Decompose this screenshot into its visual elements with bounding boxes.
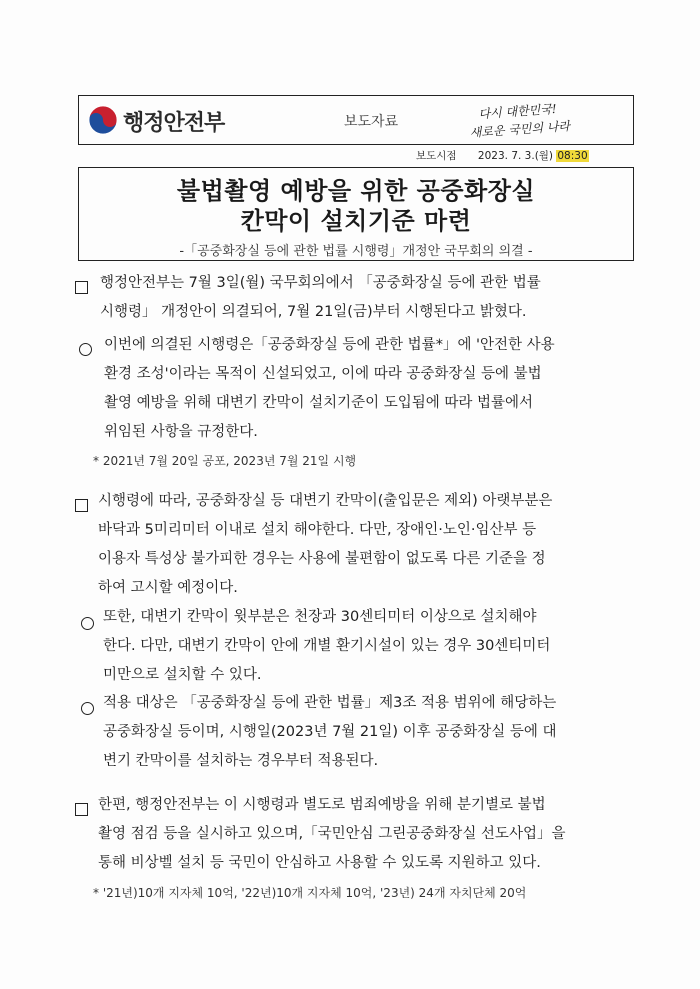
text-line: 시행령에 따라, 공중화장실 등 대변기 칸막이(출입문은 제외) 아랫부분은 bbox=[98, 493, 553, 509]
footnote: * '21년)10개 지자체 10억, '22년)10개 지자체 10억, '23년) 24개 자치단체 20억 bbox=[93, 886, 527, 900]
square-bullet-icon bbox=[75, 803, 88, 816]
release-label: 보도시점 bbox=[416, 150, 457, 162]
text-line: 시행령」 개정안이 의결되어, 7월 21일(금)부터 시행된다고 밝혔다. bbox=[100, 304, 527, 320]
slogan bbox=[469, 95, 630, 141]
title-box bbox=[78, 167, 634, 261]
headline: 불법촬영 예방을 위한 공중화장실 bbox=[176, 177, 536, 205]
document-type: 보도자료 bbox=[344, 114, 399, 130]
text-line: 적용 대상은 「공중화장실 등에 관한 법률」제3조 적용 범위에 해당하는 bbox=[103, 695, 557, 711]
release-hour: 08:30 bbox=[557, 150, 588, 162]
headline: 칸막이 설치기준 마련 bbox=[240, 207, 472, 235]
circle-bullet-icon bbox=[79, 343, 92, 356]
text-line: 공중화장실 등이며, 시행일(2023년 7월 21일) 이후 공중화장실 등에 대 bbox=[103, 724, 557, 740]
text-line: 위임된 사항을 규정한다. bbox=[104, 424, 258, 440]
text-line: 촬영 점검 등을 실시하고 있으며,「국민안심 그린공중화장실 선도사업」을 bbox=[98, 826, 566, 842]
text-line: 환경 조성'이라는 목적이 신설되었고, 이에 따라 공중화장실 등에 불법 bbox=[104, 366, 542, 382]
circle-bullet-icon bbox=[81, 702, 94, 715]
text-line: 바닥과 5미리미터 이내로 설치 해야한다. 다만, 장애인·노인·임산부 등 bbox=[98, 522, 537, 538]
release-time bbox=[416, 148, 589, 163]
text-line: 변기 칸막이를 설치하는 경우부터 적용된다. bbox=[103, 753, 379, 769]
slogan-line: 다시 대한민국! bbox=[478, 101, 558, 122]
text-line: 미만으로 설치할 수 있다. bbox=[103, 667, 262, 683]
text-line: 행정안전부는 7월 3일(월) 국무회의에서 「공중화장실 등에 관한 법률 bbox=[100, 275, 541, 291]
release-date: 2023. 7. 3.(월) bbox=[477, 150, 554, 162]
paragraph bbox=[103, 689, 557, 776]
ministry-name: 행정안전부 bbox=[123, 111, 225, 136]
text-line: 한다. 다만, 대변기 칸막이 안에 개별 환기시설이 있는 경우 30센티미터 bbox=[103, 638, 551, 654]
paragraph bbox=[104, 331, 555, 447]
subtitle: -「공중화장실 등에 관한 법률 시행령」개정안 국무회의 의결 - bbox=[179, 244, 533, 259]
square-bullet-icon bbox=[75, 499, 88, 512]
taegeuk-emblem-icon bbox=[88, 105, 118, 135]
text-line: 한편, 행정안전부는 이 시행령과 별도로 범죄예방을 위해 분기별로 불법 bbox=[98, 797, 546, 813]
slogan-line: 새로운 국민의 나라 bbox=[469, 118, 571, 140]
paragraph bbox=[103, 603, 550, 690]
text-line: 통해 비상벨 설치 등 국민이 안심하고 사용할 수 있도록 지원하고 있다. bbox=[98, 855, 541, 871]
footnote: * 2021년 7월 20일 공포, 2023년 7월 21일 시행 bbox=[93, 454, 357, 468]
text-line: 또한, 대변기 칸막이 윗부분은 천장과 30센티미터 이상으로 설치해야 bbox=[103, 609, 537, 625]
square-bullet-icon bbox=[75, 281, 88, 294]
text-line: 촬영 예방을 위해 대변기 칸막이 설치기준이 도입됨에 따라 법률에서 bbox=[104, 395, 534, 411]
paragraph bbox=[98, 791, 565, 878]
text-line: 이용자 특성상 불가피한 경우는 사용에 불편함이 없도록 다른 기준을 정 bbox=[98, 551, 546, 567]
text-line: 이번에 의결된 시행령은「공중화장실 등에 관한 법률*」에 '안전한 사용 bbox=[104, 337, 555, 353]
circle-bullet-icon bbox=[81, 617, 94, 630]
ministry-header bbox=[78, 95, 634, 145]
paragraph bbox=[98, 487, 552, 603]
text-line: 하여 고시할 예정이다. bbox=[98, 580, 238, 596]
paragraph bbox=[100, 269, 541, 327]
